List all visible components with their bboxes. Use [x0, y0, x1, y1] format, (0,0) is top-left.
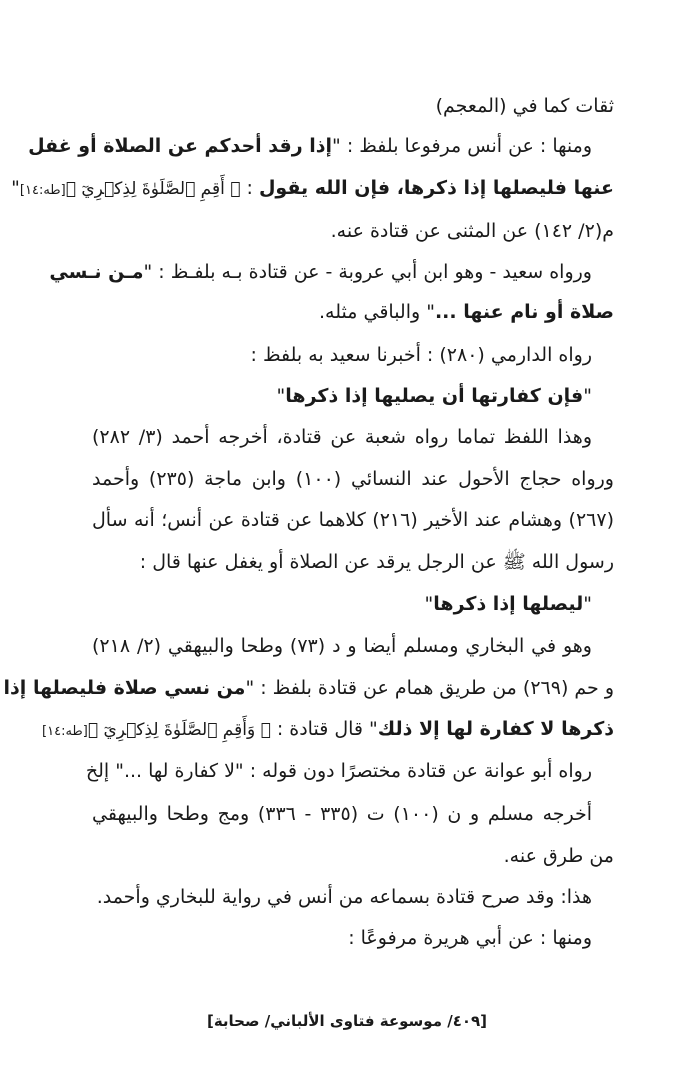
text-line: [85, 751, 614, 791]
text-segment: رواه أبو عوانة عن قتادة مختصرًا دون قوله : "لا كفارة لها ..." إلخ: [85, 760, 592, 782]
text-segment: ومنها : عن أبي هريرة مرفوعًا :: [348, 927, 592, 949]
text-line: [28, 126, 614, 166]
bold-text: فإن كفارتها أن يصليها إذا ذكرها: [285, 385, 584, 407]
text-segment: رواه الدارمي (٢٨٠) : أخبرنا سعيد به بلفظ :: [250, 344, 592, 366]
verse-reference: [طه:١٤]: [19, 183, 66, 198]
text-segment: من طرق عنه.: [503, 845, 614, 867]
quran-verse: ﴿ وَأَقِمِ ٱلصَّلَوٰةَ لِذِكۡرِيٓ ﴾: [87, 720, 271, 740]
bold-text: ليصلها إذا ذكرها: [433, 593, 584, 615]
quran-verse: ﴿ أَقِمِ ٱلصَّلَوٰةَ لِذِكۡرِيٓ ﴾: [65, 179, 241, 199]
text-line: [92, 794, 614, 834]
text-segment: ورواه حجاج الأحول عند النسائي (١٠٠) وابن ماجة (٢٣٥) وأحمد: [92, 468, 614, 490]
text-line: [92, 292, 614, 332]
text-line: [92, 417, 614, 457]
bold-text: ذكرها لا كفارة لها إلا ذلك: [377, 718, 614, 740]
bold-text: صلاة أو نام عنها ...: [434, 301, 614, 323]
text-line: [92, 836, 614, 876]
page-body: [3, 80, 614, 980]
text-segment: وهو في البخاري ومسلم أيضا و د (٧٣) وطحا والبيهقي (٢/ ٢١٨): [92, 635, 592, 657]
text-segment: ": [11, 177, 20, 199]
text-segment: " قال قتادة :: [270, 718, 378, 740]
text-line: [92, 584, 614, 624]
text-line: [92, 211, 614, 251]
bold-text: إذا رقد أحدكم عن الصلاة أو غفل: [28, 135, 333, 157]
text-line: [11, 168, 614, 208]
text-segment: ثقات كما في (المعجم): [435, 95, 614, 117]
text-line: [92, 877, 614, 917]
text-segment: وهذا اللفظ تماما رواه شعبة عن قتادة، أخرجه أحمد (٣/ ٢٨٢): [92, 426, 592, 448]
text-segment: ومنها : عن أنس مرفوعا بلفظ : ": [332, 135, 592, 157]
bold-text: مـن نـسي: [49, 261, 144, 283]
text-line: [92, 500, 614, 540]
text-segment: و حم (٢٦٩) من طريق همام عن قتادة بلفظ : ": [245, 677, 614, 699]
text-line: [3, 668, 614, 708]
text-segment: م(٢/ ١٤٢) عن المثنى عن قتادة عنه.: [330, 220, 614, 242]
text-segment: ": [583, 593, 592, 615]
text-segment: ورواه سعيد - وهو ابن أبي عروبة - عن قتادة بـه بلفـظ : ": [143, 261, 592, 283]
text-segment: ": [583, 385, 592, 407]
text-line: [92, 918, 614, 958]
text-segment: رسول الله ﷺ عن الرجل يرقد عن الصلاة أو يغفل عنها قال :: [139, 551, 614, 573]
text-segment: (٢٦٧) وهشام عند الأخير (٢١٦) كلاهما عن قتادة عن أنس؛ أنه سأل: [92, 509, 614, 531]
text-segment: أخرجه مسلم و ن (١٠٠) ت (٣٣٥ - ٣٣٦) ومج وطحا والبيهقي: [92, 803, 593, 825]
text-line: [49, 252, 614, 292]
text-line: [92, 459, 614, 499]
text-line: [92, 335, 614, 375]
text-line: [92, 86, 614, 126]
text-line: [92, 376, 614, 416]
text-segment: ": [276, 385, 286, 407]
text-line: [92, 626, 614, 666]
text-segment: ": [424, 593, 434, 615]
text-segment: " والباقي مثله.: [319, 301, 435, 323]
text-line: [42, 709, 614, 749]
text-segment: هذا: وقد صرح قتادة بسماعه من أنس في رواية للبخاري وأحمد.: [96, 886, 592, 908]
verse-reference: [طه:١٤]: [42, 724, 88, 739]
text-segment: :: [240, 177, 259, 199]
page-footer: [٤٠٩/ موسوعة فتاوى الألباني/ صحابة]: [206, 1012, 488, 1030]
bold-text: من نسي صلاة فليصلها إذا: [3, 677, 246, 699]
bold-text: عنها فليصلها إذا ذكرها، فإن الله يقول: [258, 177, 614, 199]
text-line: [92, 542, 614, 582]
